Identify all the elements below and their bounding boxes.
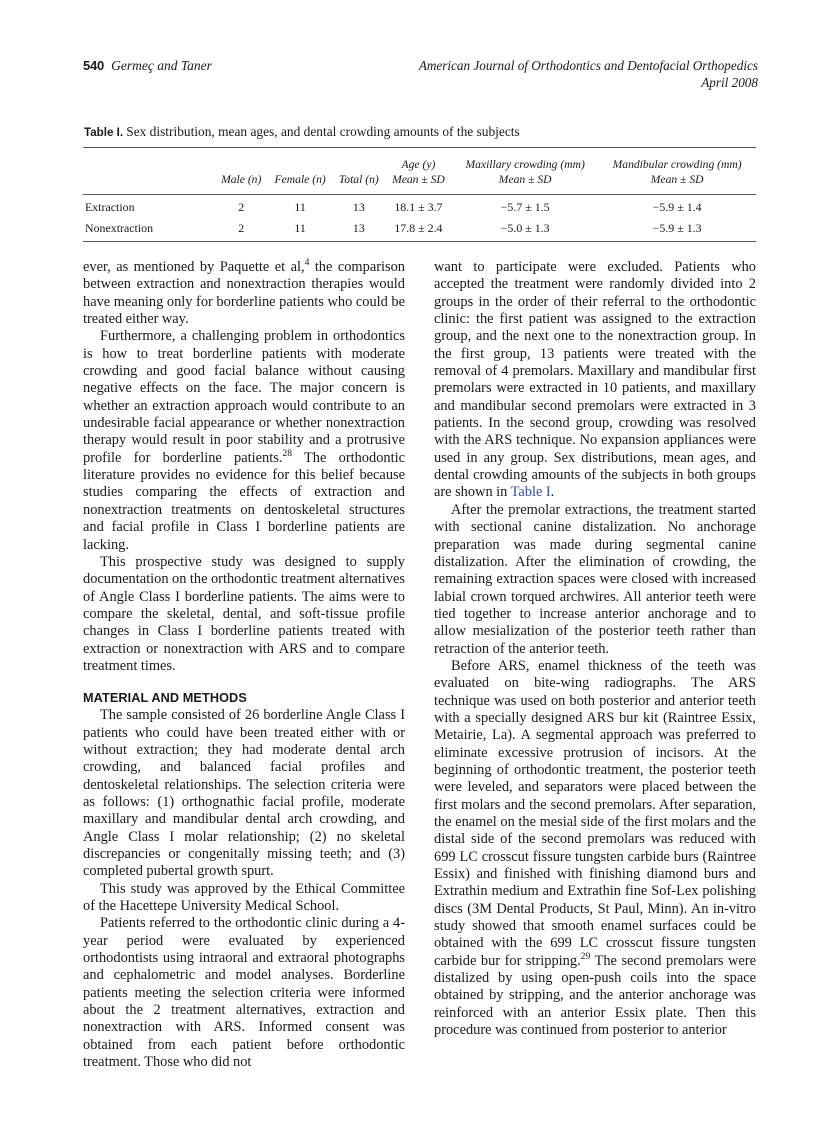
- col-header-age: Age (y) Mean ± SD: [392, 157, 445, 186]
- table-header: [83, 147, 756, 195]
- cell-mandibular: −5.9 ± 1.4: [652, 200, 702, 215]
- paragraph: The sample consisted of 26 borderline Angle Class I patients who could have been treated either with or without extraction; they had moderate dental arch crowding, and balanced facial profiles and dentoskeletal relationships. The selection criteria were as follows: (1) orthognathic facial profile, moderate maxillary and mandibular dental arch crowding, and Angle Class I molar relationship; (2) no skeletal discrepancies or congenitally missing teeth; and (3) completed pubertal growth spurt.: [83, 707, 405, 880]
- table-label: Table I.: [84, 126, 124, 139]
- reference-marker: 29: [580, 950, 591, 962]
- cell-female: 11: [267, 218, 332, 241]
- table-caption: [83, 124, 756, 141]
- section-heading-material-and-methods: MATERIAL AND METHODS: [83, 691, 247, 706]
- paragraph-continued: want to participate were excluded. Patients who accepted the treatment were randomly divided into 2 groups in the order of their referral to the orthodontic clinic: the first patient was assigned to the extraction group, and the next one to the nonextraction group. In the first group, 13 patients were treated with the removal of 4 premolars. Maxillary and mandibular first premolars were extracted in 10 patients, and maxillary and mandibular second premolars were extracted in 3 patients. In the second group, crowding was resolved with the ARS technique. No expansion appliances were used in any group. Sex distributions, mean ages, and dental crowding amounts of the subjects in both groups are shown in Table I.: [434, 259, 756, 501]
- running-head-right: [419, 58, 758, 92]
- cell-total: 13: [333, 218, 385, 241]
- cell-age: 17.8 ± 2.4: [385, 218, 452, 241]
- issue-date: April 2008: [701, 74, 758, 90]
- col-header-male: Male (n): [221, 172, 262, 186]
- paragraph: Patients referred to the orthodontic clinic during a 4-year period were evaluated by experienced orthodontists using intraoral and extraoral photographs and cephalometric and model analyses. Borderline patients meeting the selection criteria were informed about the 2 treatment alternatives, extraction and nonextraction with ARS. Informed consent was obtained from each patient before orthodontic treatment. Those who did not: [83, 915, 405, 1071]
- cell-group: Extraction: [85, 200, 135, 215]
- table-header-row: [83, 147, 756, 195]
- paragraph: Before ARS, enamel thickness of the teeth was evaluated on bite-wing radiographs. The ARS technique was used on both posterior and anterior teeth with a specially designed ARS bur kit (Raintree Essix, Metairie, La). A segmental approach was preferred to eliminate excessive protrusion of incisors. At the beginning of orthodontic treatment, the posterior teeth were leveled, and separators were placed between the first molars and the second premolars. After separation, the enamel on the mesial side of the first molars and the distal side of the second premolars was reduced with 699 LC crosscut fissure tungsten carbide burs (Raintree Essix) and finished with finishing diamond burs and Extrathin medium and Extrathin fine Sof-Lex polishing discs (3M Dental Products, St Paul, Minn). An in-vitro study showed that smooth enamel surfaces could be obtained with the 699 LC crosscut fissure tungsten carbide bur for stripping.$^{29}$ The second premolars were distalized by using open-push coils into the space obtained by stripping, and the anterior anchorage was reinforced with an anterior Essix plate. Then this procedure was continued from posterior to anterior: [434, 657, 756, 1039]
- cell-age: 18.1 ± 3.7: [394, 200, 443, 215]
- cell-maxillary: −5.0 ± 1.3: [452, 218, 598, 241]
- journal-title: American Journal of Orthodontics and Dentofacial Orthopedics: [418, 58, 758, 73]
- paragraph: Furthermore, a challenging problem in orthodontics is how to treat borderline patients with moderate crowding and good facial balance without causing negative effects on the face. The major concern is whether an extraction approach would contribute to an undesirable facial appearance or whether nonextraction therapy would result in poor stability and a protrusive profile for borderline patients.$^{28}$ The orthodontic literature provides no evidence for this belief because studies comparing the effects of extraction and nonextraction treatments on dentoskeletal structures and facial profile in Class I borderline patients are lacking.: [83, 328, 405, 553]
- table-body: [83, 195, 756, 242]
- paragraph: This study was approved by the Ethical Committee of the Hacettepe University Medical School.: [83, 880, 405, 915]
- cell-female: 11: [294, 200, 306, 215]
- table-caption-text: Sex distribution, mean ages, and dental crowding amounts of the subjects: [126, 124, 520, 139]
- paragraph-continued: ever, as mentioned by Paquette et al,$^4$ the comparison between extraction and nonextraction therapies would have meaning only for borderline patients who could be treated either way.: [83, 257, 405, 328]
- paragraph: After the premolar extractions, the treatment started with sectional canine distalization. No anchorage preparation was made during segmental canine distalization. After the elimination of crowding, the remaining extraction spaces were closed with increased labial crown torqued archwires. All anterior teeth were tied together to increase anterior anchorage and to allow mesialization of the posterior teeth rather than retraction of the anterior teeth.: [434, 501, 756, 657]
- reference-marker: 28: [282, 447, 292, 459]
- page-number: 540: [83, 58, 105, 73]
- reference-marker: 4: [304, 257, 310, 269]
- cell-male: 2: [238, 200, 245, 215]
- cell-maxillary: −5.7 ± 1.5: [500, 200, 550, 215]
- col-header-group: [83, 147, 215, 195]
- paragraph: This prospective study was designed to supply documentation on the orthodontic treatment alternatives of Angle Class I borderline patients. The aims were to compare the skeletal, dental, and soft-tissue profile changes in Class I borderline patients treated with extraction or nonextraction with ARS and to compare treatment times.: [83, 553, 405, 674]
- col-header-maxillary-crowding: Maxillary crowding (mm) Mean ± SD: [465, 157, 585, 186]
- running-head-left: [83, 58, 212, 74]
- running-head-authors: Germeç and Taner: [111, 58, 212, 73]
- table-block: [83, 124, 756, 242]
- column-right: [434, 259, 756, 1039]
- table-row: [83, 218, 756, 241]
- cell-total: 13: [352, 200, 365, 215]
- cell-male: 2: [215, 218, 267, 241]
- running-head: [83, 58, 758, 98]
- column-left: [83, 259, 405, 1071]
- table-row: [83, 195, 756, 218]
- col-header-mandibular-crowding: Mandibular crowding (mm) Mean ± SD: [612, 157, 742, 186]
- col-header-female: Female (n): [274, 172, 326, 186]
- cell-group: Nonextraction: [83, 218, 215, 241]
- cell-mandibular: −5.9 ± 1.3: [598, 218, 756, 241]
- subjects-table: [83, 147, 756, 243]
- col-header-total: Total (n): [338, 172, 379, 186]
- table-1-crossref-link[interactable]: Table I: [510, 484, 551, 501]
